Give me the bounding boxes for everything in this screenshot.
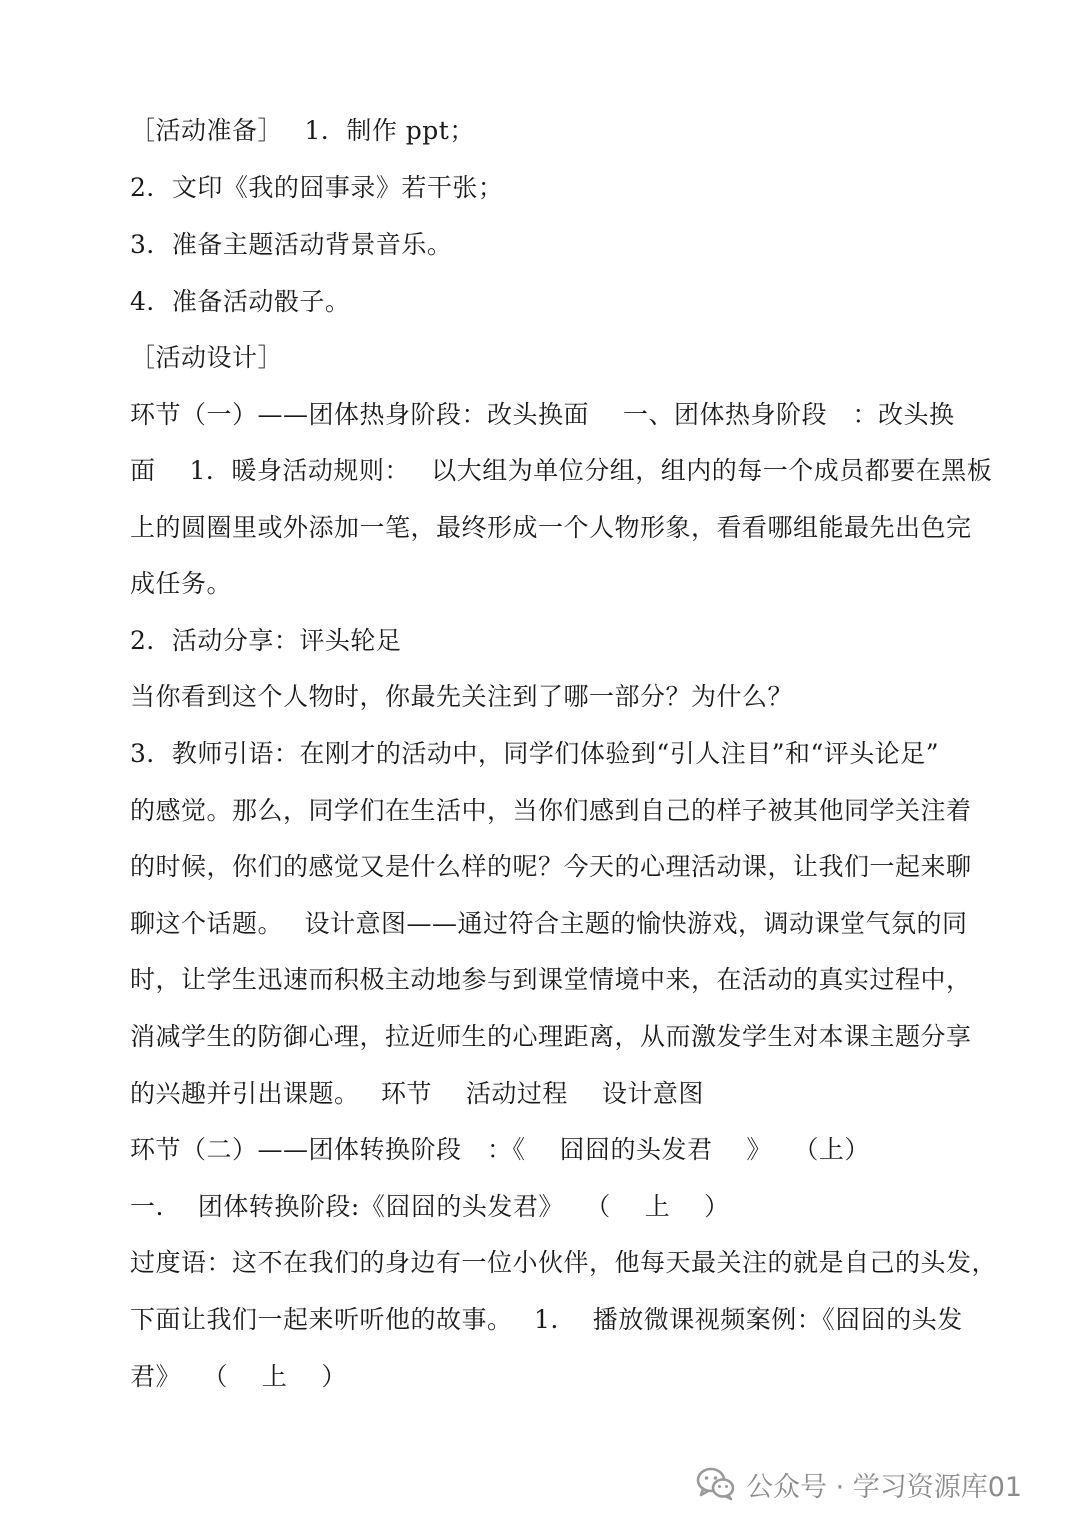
text-line: 环节（一）——团体热身阶段：改头换面 一、团体热身阶段 ：改头换 (130, 400, 955, 429)
text-line: 一. 团体转换阶段:《囧囧的头发君》 （ 上 ） (130, 1192, 730, 1221)
text-line: 2．文印《我的囧事录》若干张； (130, 173, 504, 202)
text-line: 聊这个话题。 设计意图——通过符合主题的愉快游戏，调动课堂气氛的同 (130, 909, 968, 938)
section-heading: ［活动设计］ (130, 343, 284, 372)
text-line: 成任务。 (130, 569, 233, 598)
text-line: 的感觉。那么，同学们在生活中，当你们感到自己的样子被其他同学关注着 (130, 796, 972, 825)
text-line: 的时候，你们的感觉又是什么样的呢？今天的心理活动课，让我们一起来聊 (130, 852, 972, 881)
wechat-icon (696, 1467, 736, 1501)
text-line: 当你看到这个人物时，你最先关注到了哪一部分？为什么？ (130, 682, 794, 711)
text-line: 2．活动分享：评头轮足 (130, 626, 402, 655)
text-line: 3．准备主题活动背景音乐。 (130, 230, 453, 259)
text-line: 4．准备活动骰子。 (130, 287, 351, 316)
watermark-text: 公众号 · 学习资源库01 (746, 1471, 1023, 1503)
text-line: 过度语：这不在我们的身边有一位小伙伴，他每天最关注的就是自己的头发， (130, 1248, 998, 1277)
text-line: 时，让学生迅速而积极主动地参与到课堂情境中来，在活动的真实过程中， (130, 965, 972, 994)
text-line: 的兴趣并引出课题。 环节 活动过程 设计意图 (130, 1079, 704, 1108)
text-line: 上的圆圈里或外添加一笔，最终形成一个人物形象，看看哪组能最先出色完 (130, 513, 972, 542)
text-line: 环节（二）——团体转换阶段 ：《 囧囧的头发君 》 （上） (130, 1135, 870, 1164)
text-line: 消减学生的防御心理，拉近师生的心理距离，从而激发学生对本课主题分享 (130, 1022, 972, 1051)
text-line: 3．教师引语：在刚才的活动中，同学们体验到“引人注目”和“评头论足” (130, 739, 940, 768)
text-line: 面 1．暖身活动规则： 以大组为单位分组，组内的每一个成员都要在黑板 (130, 456, 993, 485)
text-line: 下面让我们一起来听听他的故事。 1. 播放微课视频案例：《囧囧的头发 (130, 1305, 963, 1334)
text-line: 君》 （ 上 ） (130, 1362, 347, 1391)
watermark (696, 1462, 1022, 1506)
text-line: ［活动准备］ 1．制作 ppt； (130, 116, 475, 145)
